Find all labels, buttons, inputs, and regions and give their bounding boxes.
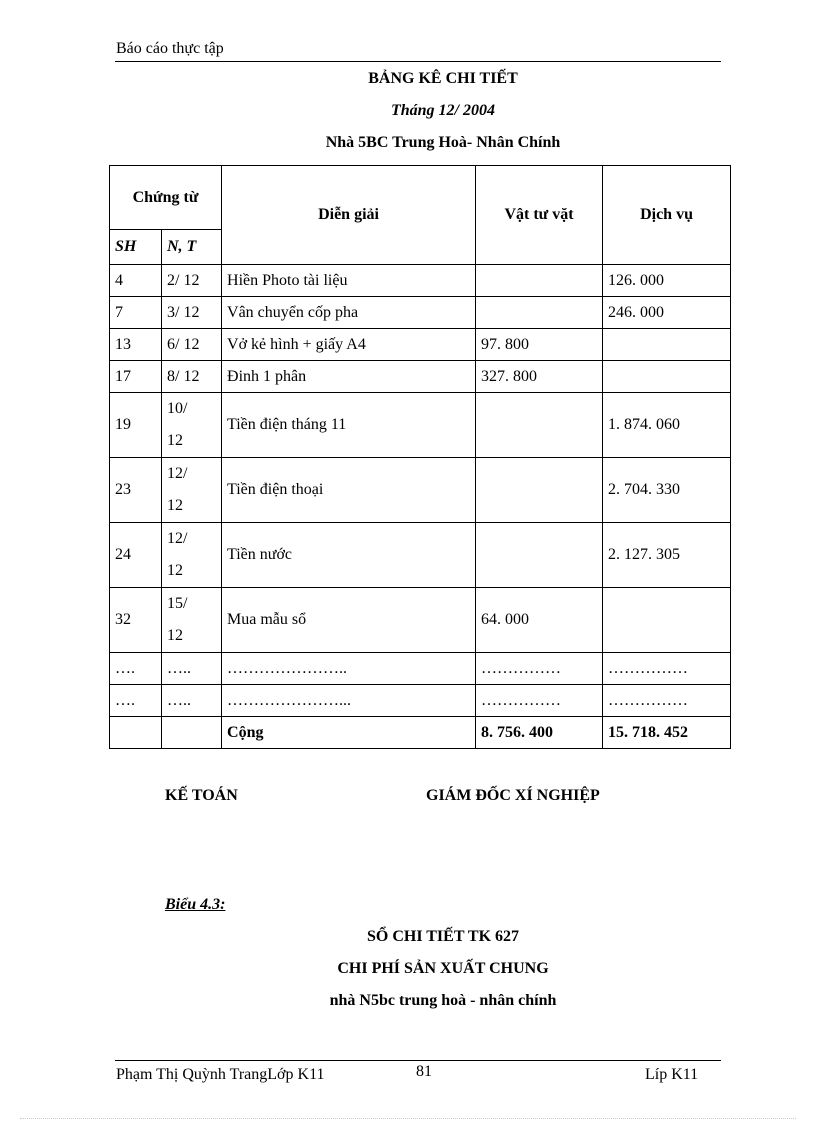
cell-vat-tu: ……………	[476, 685, 603, 717]
cell-nt: 3/ 12	[162, 297, 222, 329]
cell-nt	[162, 717, 222, 749]
cell-sh: 32	[110, 588, 162, 653]
cell-nt: 8/ 12	[162, 361, 222, 393]
cell-nt: 6/ 12	[162, 329, 222, 361]
cell-vat-tu	[476, 297, 603, 329]
cell-nt-line2: 12	[167, 627, 183, 644]
cell-nt: …..	[162, 685, 222, 717]
footer-divider	[115, 1060, 721, 1061]
cell-nt	[162, 458, 222, 523]
section-label: Biểu 4.3:	[165, 896, 226, 913]
cell-desc: …………………...	[222, 685, 476, 717]
cell-nt-line2: 12	[167, 497, 183, 514]
signature-director: GIÁM ĐỐC XÍ NGHIỆP	[426, 787, 600, 804]
cell-vat-tu	[476, 523, 603, 588]
table-row	[110, 458, 731, 523]
document-period: Tháng 12/ 2004	[390, 102, 495, 119]
signature-accountant: KẾ TOÁN	[165, 787, 238, 804]
header-vat-tu: Vật tư vặt	[476, 166, 603, 265]
cell-desc: Tiền nước	[222, 523, 476, 588]
document-title: BẢNG KÊ CHI TIẾT	[368, 70, 518, 87]
cell-nt: …..	[162, 653, 222, 685]
section-location: nhà N5bc trung hoà - nhân chính	[329, 992, 557, 1009]
cell-dich-vu: ……………	[603, 685, 731, 717]
cell-sh: 13	[110, 329, 162, 361]
cell-dich-vu: 246. 000	[603, 297, 731, 329]
cell-desc: Vở kẻ hình + giấy A4	[222, 329, 476, 361]
cell-nt	[162, 588, 222, 653]
cell-sh: 24	[110, 523, 162, 588]
cell-dich-vu	[603, 588, 731, 653]
header-sh: SH	[110, 230, 162, 265]
total-dich-vu: 15. 718. 452	[603, 717, 731, 749]
cell-nt-line1: 15/	[167, 595, 188, 612]
expense-detail-table	[109, 165, 731, 749]
cell-desc: Hiền Photo tài liệu	[222, 265, 476, 297]
header-nt: N, T	[162, 230, 222, 265]
header-chung-tu: Chứng từ	[110, 166, 222, 230]
cell-dich-vu	[603, 329, 731, 361]
cell-dich-vu: 2. 704. 330	[603, 458, 731, 523]
cell-vat-tu	[476, 393, 603, 458]
footer-author: Phạm Thị Quỳnh TrangLớp K11	[116, 1066, 325, 1083]
cell-nt-line2: 12	[167, 562, 183, 579]
cell-desc: Vân chuyển cốp pha	[222, 297, 476, 329]
cell-nt-line2: 12	[167, 432, 183, 449]
cell-nt-line1: 12/	[167, 530, 188, 547]
cell-desc: Đinh 1 phân	[222, 361, 476, 393]
cell-dich-vu	[603, 361, 731, 393]
cell-desc: …………………..	[222, 653, 476, 685]
total-row	[110, 717, 731, 749]
page-number: 81	[416, 1063, 432, 1080]
header-dich-vu: Dịch vụ	[603, 166, 731, 265]
cell-desc: Tiền điện tháng 11	[222, 393, 476, 458]
cell-dich-vu: 126. 000	[603, 265, 731, 297]
cell-dich-vu: ……………	[603, 653, 731, 685]
page-bottom-divider	[20, 1118, 796, 1119]
cell-vat-tu: ……………	[476, 653, 603, 685]
table-row	[110, 297, 731, 329]
table-row	[110, 588, 731, 653]
cell-vat-tu: 327. 800	[476, 361, 603, 393]
cell-desc: Tiền điện thoại	[222, 458, 476, 523]
section-title: SỔ CHI TIẾT TK 627	[366, 928, 520, 945]
cell-sh: 19	[110, 393, 162, 458]
cell-nt	[162, 393, 222, 458]
cell-nt-line1: 10/	[167, 400, 188, 417]
document-location: Nhà 5BC Trung Hoà- Nhân Chính	[325, 134, 561, 151]
total-vat-tu: 8. 756. 400	[476, 717, 603, 749]
header-divider	[115, 61, 721, 62]
cell-sh: 17	[110, 361, 162, 393]
total-label: Cộng	[222, 717, 476, 749]
cell-dich-vu: 1. 874. 060	[603, 393, 731, 458]
table-row	[110, 685, 731, 717]
header-dien-giai: Diễn giải	[222, 166, 476, 265]
cell-dich-vu: 2. 127. 305	[603, 523, 731, 588]
cell-sh: 23	[110, 458, 162, 523]
cell-sh: ….	[110, 685, 162, 717]
section-subtitle: CHI PHÍ SẢN XUẤT CHUNG	[337, 960, 549, 977]
cell-nt: 2/ 12	[162, 265, 222, 297]
cell-sh: 4	[110, 265, 162, 297]
cell-sh: 7	[110, 297, 162, 329]
cell-vat-tu	[476, 458, 603, 523]
cell-vat-tu: 97. 800	[476, 329, 603, 361]
cell-desc: Mua mẫu sổ	[222, 588, 476, 653]
cell-vat-tu	[476, 265, 603, 297]
footer-class: Líp K11	[645, 1066, 699, 1083]
table-row	[110, 265, 731, 297]
cell-sh	[110, 717, 162, 749]
cell-vat-tu: 64. 000	[476, 588, 603, 653]
page-header: Báo cáo thực tập	[116, 40, 224, 57]
table-row	[110, 361, 731, 393]
table-row	[110, 653, 731, 685]
cell-sh: ….	[110, 653, 162, 685]
table-row	[110, 393, 731, 458]
table-row	[110, 523, 731, 588]
table-row	[110, 329, 731, 361]
cell-nt	[162, 523, 222, 588]
cell-nt-line1: 12/	[167, 465, 188, 482]
